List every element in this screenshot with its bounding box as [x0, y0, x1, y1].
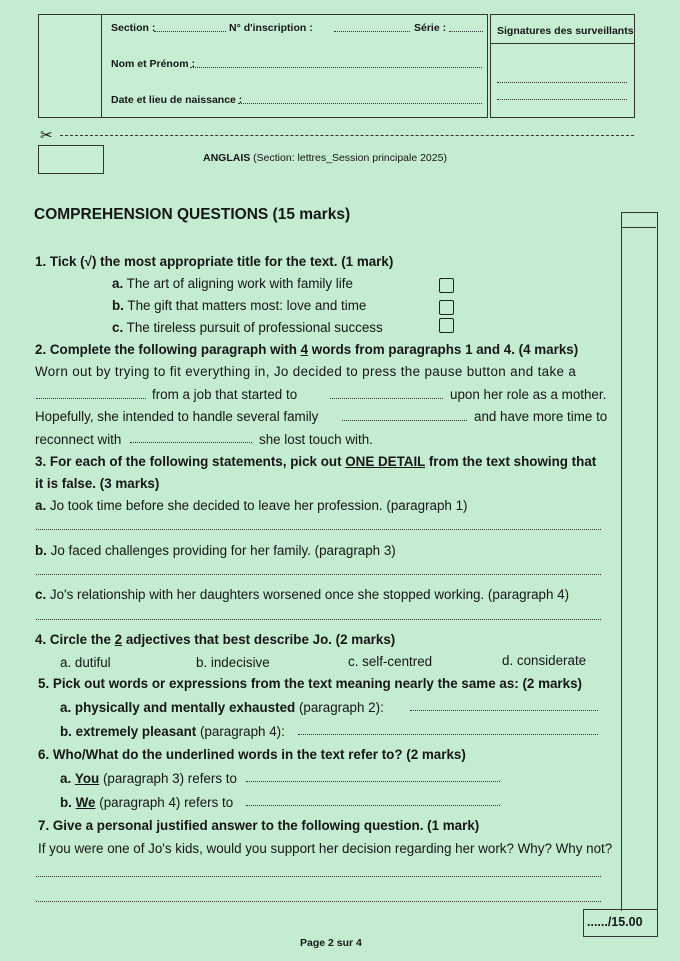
q7-title: 7. Give a personal justified answer to the following question. (1 mark) — [38, 818, 480, 833]
birth-field[interactable] — [238, 103, 482, 104]
name-label: Nom et Prénom : — [111, 58, 196, 70]
q2-blank-1[interactable] — [36, 398, 146, 399]
section-field[interactable] — [154, 31, 226, 32]
margin-column — [621, 212, 658, 911]
q5-item-b: b. extremely pleasant (paragraph 4): — [60, 724, 285, 739]
q1-option-c: c. The tireless pursuit of professional success — [112, 320, 383, 335]
q6-answer-b[interactable] — [246, 805, 500, 806]
q2-line-2a: from a job that started to — [152, 387, 298, 402]
signatures-box — [490, 14, 635, 118]
q3-item-b: b. Jo faced challenges providing for her family. (paragraph 3) — [35, 543, 396, 558]
q3-item-c: c. Jo's relationship with her daughters worsened once she stopped working. (paragraph 4) — [35, 587, 570, 602]
q7-answer-line-2[interactable] — [36, 901, 601, 902]
q2-blank-4[interactable] — [130, 442, 252, 443]
q1-title: 1. Tick (√) the most appropriate title for the text. (1 mark) — [35, 254, 394, 269]
q3-title: 3. For each of the following statements, pick out ONE DETAIL from the text showing that — [35, 454, 597, 469]
q7-question: If you were one of Jo's kids, would you support her decision regarding her work? Why? Why not? — [38, 841, 613, 856]
q2-line-3a: Hopefully, she intended to handle several family — [35, 409, 319, 424]
q3-answer-c[interactable] — [36, 619, 601, 620]
q2-line-2b: upon her role as a mother. — [450, 387, 607, 402]
q4-option-b[interactable]: b. indecisive — [196, 655, 270, 670]
q2-line-4a: reconnect with — [35, 432, 122, 447]
q1-checkbox-b[interactable] — [439, 300, 454, 315]
serie-field[interactable] — [449, 31, 483, 32]
exam-title: ANGLAIS — [203, 152, 251, 164]
q5-answer-a[interactable] — [410, 710, 598, 711]
q6-item-a: a. You (paragraph 3) refers to — [60, 771, 237, 786]
inscription-label: N° d'inscription : — [229, 22, 313, 34]
signatures-label: Signatures des surveillants — [497, 25, 634, 37]
name-field[interactable] — [190, 67, 482, 68]
q1-checkbox-c[interactable] — [439, 318, 454, 333]
inscription-field[interactable] — [334, 31, 410, 32]
q3-answer-a[interactable] — [36, 529, 601, 530]
signature-line-1[interactable] — [497, 82, 627, 83]
q2-blank-3[interactable] — [342, 420, 467, 421]
q1-option-a: a. The art of aligning work with family life — [112, 276, 353, 291]
q5-title: 5. Pick out words or expressions from the text meaning nearly the same as: (2 marks) — [38, 676, 582, 691]
q7-answer-line-1[interactable] — [36, 876, 601, 877]
section-label: Section : — [111, 22, 156, 34]
q2-line-3b: and have more time to — [474, 409, 608, 424]
q2-line-1: Worn out by trying to fit everything in, Jo decided to press the pause button and take a — [35, 364, 577, 379]
q3-title-line2: it is false. (3 marks) — [35, 476, 160, 491]
q6-answer-a[interactable] — [246, 781, 500, 782]
q4-title: 4. Circle the 2 adjectives that best describe Jo. (2 marks) — [35, 632, 396, 647]
q2-blank-2[interactable] — [330, 398, 443, 399]
q2-title: 2. Complete the following paragraph with 4 words from paragraphs 1 and 4. (4 marks) — [35, 342, 579, 357]
q5-item-a: a. physically and mentally exhausted (paragraph 2): — [60, 700, 384, 715]
q4-option-a[interactable]: a. dutiful — [60, 655, 111, 670]
q1-option-b: b. The gift that matters most: love and time — [112, 298, 367, 313]
page-footer: Page 2 sur 4 — [300, 937, 362, 949]
scissors-icon: ✂ — [40, 126, 53, 144]
serie-label: Série : — [414, 22, 447, 34]
code-box — [38, 145, 104, 174]
photo-box — [38, 14, 103, 118]
q4-option-d[interactable]: d. considerate — [502, 653, 587, 668]
main-title: COMPREHENSION QUESTIONS (15 marks) — [34, 206, 351, 223]
q6-item-b: b. We (paragraph 4) refers to — [60, 795, 234, 810]
margin-column-top — [621, 227, 656, 228]
cut-line — [60, 135, 634, 136]
q3-answer-b[interactable] — [36, 574, 601, 575]
exam-heading — [203, 152, 447, 164]
exam-subtitle: (Section: lettres_Session principale 2025) — [253, 152, 447, 164]
q3-item-a: a. Jo took time before she decided to leave her profession. (paragraph 1) — [35, 498, 468, 513]
q2-line-4b: she lost touch with. — [259, 432, 373, 447]
birth-label: Date et lieu de naissance : — [111, 94, 243, 106]
q6-title: 6. Who/What do the underlined words in the text refer to? (2 marks) — [38, 747, 466, 762]
signature-line-2[interactable] — [497, 99, 627, 100]
score-total: ....../15.00 — [587, 915, 643, 929]
q4-option-c[interactable]: c. self-centred — [348, 654, 433, 669]
q1-checkbox-a[interactable] — [439, 278, 454, 293]
q5-answer-b[interactable] — [298, 734, 598, 735]
